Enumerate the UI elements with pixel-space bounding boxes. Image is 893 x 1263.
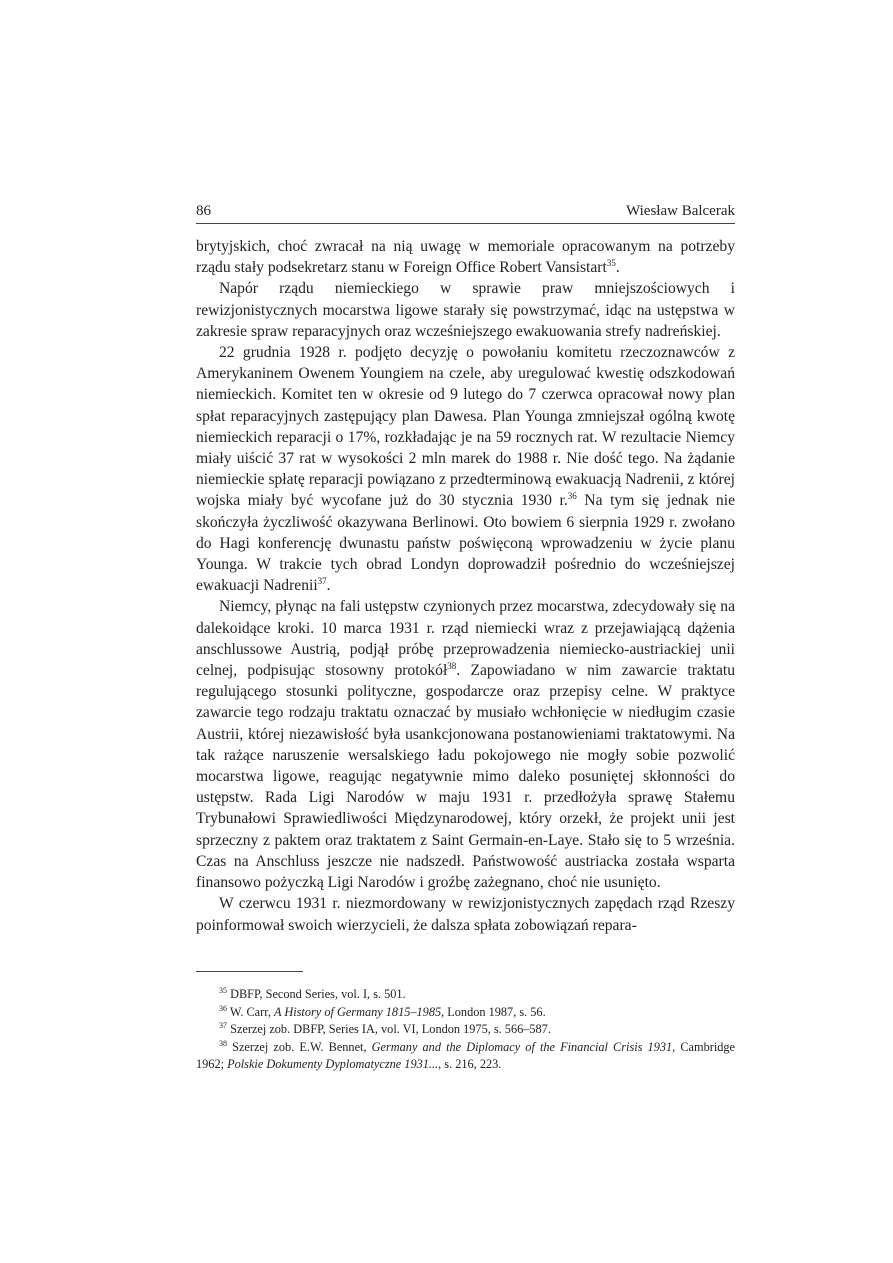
running-author: Wiesław Balcerak: [626, 203, 735, 219]
footnote-separator: [196, 971, 303, 972]
paragraph-5: W czerwcu 1931 r. niezmordowany w rewizjonistycznych zapędach rząd Rzeszy poinformował swoich wierzycieli, że dalsza spłata zobowiązań repara-: [196, 895, 735, 934]
paragraph-4: Niemcy, płynąc na fali ustępstw czynionych przez mocarstwa, zdecydowały się na dalekoidące kroki. 10 marca 1931 r. rząd niemiecki wraz z przejawiającą dążenia anschlussowe Austrią, podjął próbę przeprowadzenia niemiecko-austriackiej unii celnej, podpisując stosowny protokół$^{38}$. Zapowiadano w nim zawarcie traktatu regulującego stosunki polityczne, gospodarcze oraz przepisy celne. W praktyce zawarcie tego rodzaju traktatu oznaczać by musiało wchłonięcie w niedługim czasie Austrii, której niezawisłość była usankcjonowana postanowieniami traktatowymi. Na tak rażące naruszenie wersalskiego ładu pokojowego nie mogły sobie pozwolić mocarstwa ligowe, reagując negatywnie mimo daleko posuniętej skłonności do ustępstw. Rada Ligi Narodów w maju 1931 r. przedłożyła sprawę Stałemu Trybunałowi Sprawiedliwości Międzynarodowej, który orzekł, że projekt unii jest sprzeczny z paktem oraz traktatem z Saint Germain-en-Laye. Stało się to 5 września. Czas na Anschluss jeszcze nie nadszedł. Państwowość austriacka została wsparta finansowo pożyczką Ligi Narodów i groźbę zażegnano, choć nie usunięto.: [196, 598, 735, 892]
footnote-38: $^{38}$ Szerzej zob. E.W. Bennet, Germany and the Diplomacy of the Financial Crisis 1931, Cambridge 1962; Polskie Dokumenty Dyplomatyczne 1931..., s. 216, 223.: [196, 1038, 735, 1072]
footnotes: [196, 986, 735, 1074]
footnote-ref-37[interactable]: 37: [317, 576, 327, 587]
paragraph-3: 22 grudnia 1928 r. podjęto decyzję o powołaniu komitetu rzeczoznawców z Amerykaninem Owenem Youngiem na czele, aby uregulować kwestię odszkodowań niemieckich. Komitet ten w okresie od 9 lutego do 7 czerwca opracował nowy plan spłat reparacyjnych zastępujący plan Dawesa. Plan Younga zmniejszał ogólną kwotę niemieckich reparacji o 17%, rozkładając je na 59 rocznych rat. W rezultacie Niemcy miały uiścić 37 rat w wysokości 2 mln marek do 1988 r. Nie dość tego. Na żądanie niemieckie spłatę reparacji powiązano z przedterminową ewakuacją Nadrenii, z której wojska miały być wycofane już do 30 stycznia 1930 r.$^{36}$ Na tym się jednak nie skończyła życzliwość okazywana Berlinowi. Oto bowiem 6 sierpnia 1929 r. zwołano do Hagi konferencję dwunastu państw poświęconą wprowadzeniu w życie planu Younga. W trakcie tych obrad Londyn doprowadził pośrednio do wcześniejszej ewakuacji Nadrenii$^{37}$.: [196, 344, 735, 595]
footnote-35: $^{35}$ DBFP, Second Series, vol. I, s. 501.: [219, 985, 406, 1001]
running-header: [196, 203, 735, 224]
footnote-36: $^{36}$ W. Carr, A History of Germany 1815–1985, London 1987, s. 56.: [219, 1003, 546, 1019]
footnote-37: $^{37}$ Szerzej zob. DBFP, Series IA, vol. VI, London 1975, s. 566–587.: [219, 1021, 551, 1037]
page-number: 86: [196, 203, 211, 219]
paragraph-2: Napór rządu niemieckiego w sprawie praw mniejszościowych i rewizjonistycznych mocarstwa ligowe starały się powstrzymać, idąc na ustępstwa w zakresie spraw reparacyjnych oraz wcześniejszego ewakuowania strefy nadreńskiej.: [196, 280, 735, 340]
main-text: [196, 236, 735, 936]
footnote-ref-35[interactable]: 35: [606, 258, 616, 269]
footnote-ref-36[interactable]: 36: [567, 491, 577, 502]
paragraph-1: brytyjskich, choć zwracał na nią uwagę w memoriale opracowanym na potrzeby rządu stały podsekretarz stanu w Foreign Office Robert Vansistart$^{35}$.: [196, 238, 735, 277]
footnote-ref-38[interactable]: 38: [447, 660, 457, 671]
